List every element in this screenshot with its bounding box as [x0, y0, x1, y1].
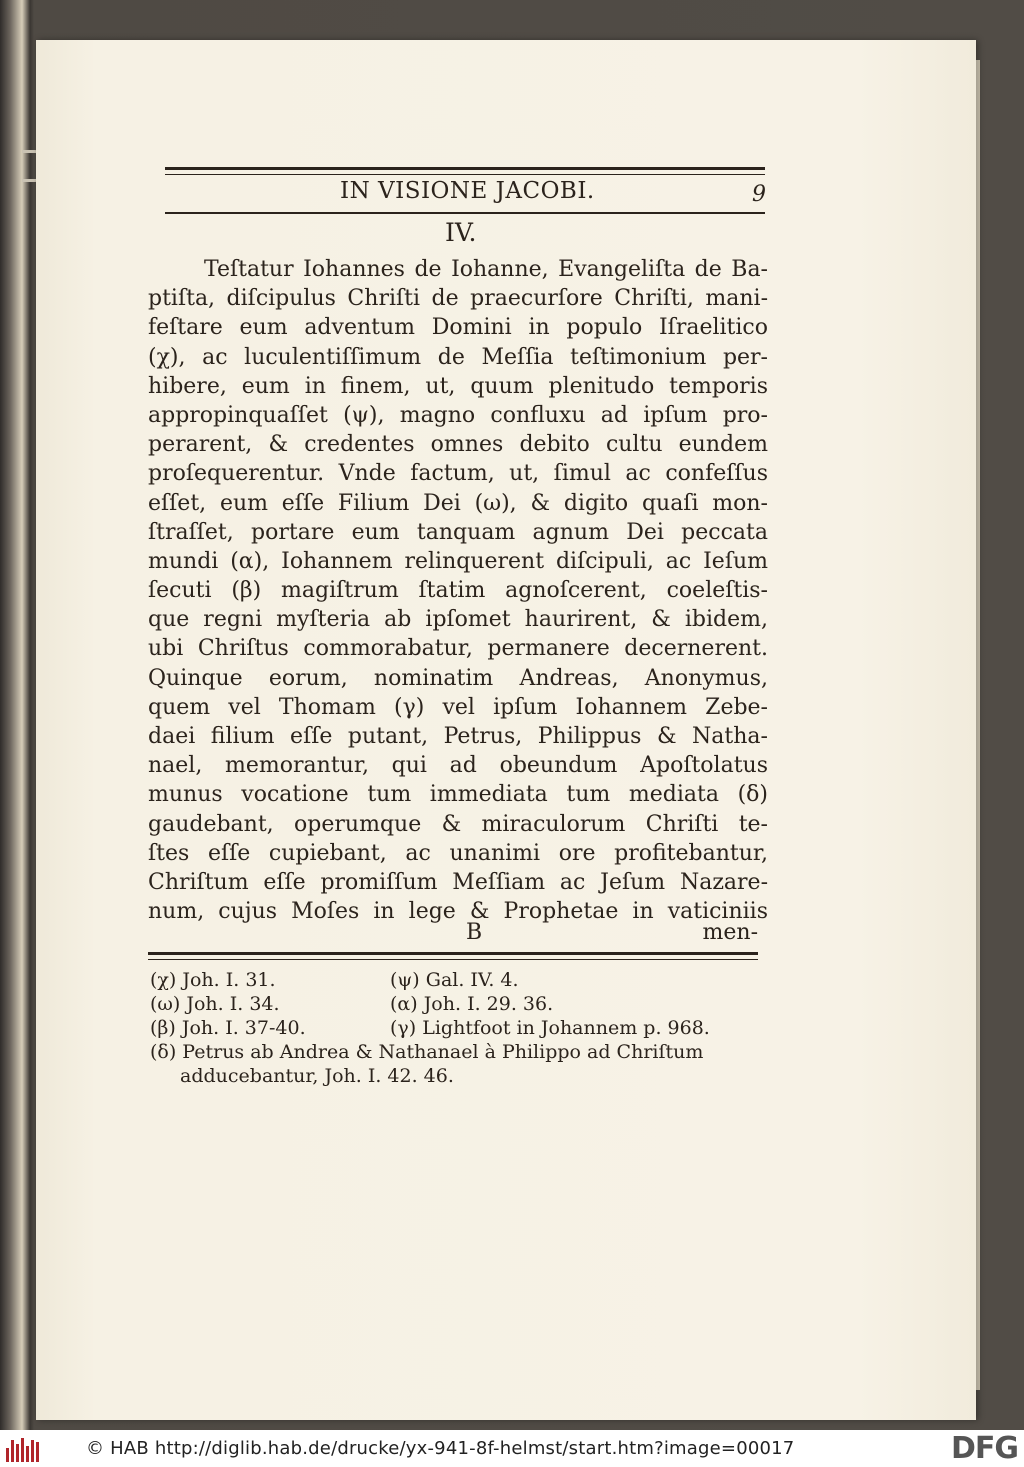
- footnote-rule-thin: [148, 959, 758, 960]
- body-line: ſecuti (β) magiſtrum ſtatim agnoſcerent, coeleſtis-: [148, 578, 768, 604]
- footnote-psi: (ψ) Gal. IV. 4.: [390, 969, 519, 991]
- signature-mark: B: [466, 920, 483, 945]
- body-line: hibere, eum in finem, ut, quum plenitudo temporis: [148, 373, 768, 399]
- body-line: daei filium eſſe putant, Petrus, Philippus & Natha-: [148, 724, 768, 749]
- footnote-delta-continued: adducebantur, Joh. I. 42. 46.: [180, 1065, 454, 1087]
- body-text: [148, 255, 768, 926]
- footnote-alpha: (α) Joh. I. 29. 36.: [390, 993, 554, 1015]
- header-rule-thin: [165, 174, 765, 175]
- body-line: mundi (α), Iohannem relinquerent diſcipuli, ac Ieſum: [148, 548, 768, 574]
- body-line: proſequerentur. Vnde factum, ut, ſimul ac confeſſus: [148, 461, 768, 487]
- body-line: perarent, & credentes omnes debito cultu eundem: [148, 432, 768, 458]
- body-line: (χ), ac luculentiſſimum de Meſſia teſtimonium per-: [148, 344, 768, 370]
- footnote-omega: (ω) Joh. I. 34.: [150, 993, 280, 1015]
- copyright-link[interactable]: © HAB http://diglib.hab.de/drucke/yx-941-8f-helmst/start.htm?image=00017: [86, 1438, 795, 1459]
- footnote-chi: (χ) Joh. I. 31.: [150, 969, 276, 991]
- body-line: gaudebant, operumque & miraculorum Chriſti te-: [148, 811, 768, 837]
- body-line: ptiſta, diſcipulus Chriſti de praecurſore Chriſti, mani-: [148, 286, 768, 312]
- body-line: nael, memorantur, qui ad obeundum Apoſtolatus: [148, 753, 768, 779]
- body-line: Teſtatur Iohannes de Iohanne, Evangeliſta de Ba-: [204, 257, 768, 282]
- footnote-beta: (β) Joh. I. 37-40.: [150, 1017, 306, 1039]
- body-line: ſtes eſſe cupiebant, ac unanimi ore profitebantur,: [148, 840, 768, 866]
- header-rule-bottom: [165, 212, 765, 214]
- viewer-footer: [0, 1430, 1024, 1467]
- body-line: que regni myſteria ab ipſomet haurirent, & ibidem,: [148, 607, 768, 633]
- footnote-rule-thick: [148, 952, 758, 955]
- body-line: Quinque eorum, nominatim Andreas, Anonymus,: [148, 665, 768, 691]
- footnote-row: [150, 1016, 770, 1040]
- footnote-delta: (δ) Petrus ab Andrea & Nathanael à Philippo ad Chriſtum: [150, 1041, 704, 1063]
- body-line: eſſet, eum eſſe Filium Dei (ω), & digito quaſi mon-: [148, 490, 768, 516]
- footnote-row: [150, 968, 770, 992]
- footnote-row: [150, 992, 770, 1016]
- body-line: feſtare eum adventum Domini in populo Iſraelitico: [148, 315, 768, 341]
- body-line: quem vel Thomam (γ) vel ipſum Iohannem Zebe-: [148, 694, 768, 720]
- dfg-logo: DFG: [950, 1431, 1018, 1466]
- hab-logo-icon: [6, 1436, 46, 1462]
- catchword: men-: [702, 920, 758, 945]
- body-line: ſtraſſet, portare eum tanquam agnum Dei peccata: [148, 519, 768, 545]
- body-line: munus vocatione tum immediata tum mediata (δ): [148, 782, 768, 808]
- catchword-row: [148, 920, 768, 950]
- section-number: IV.: [445, 218, 477, 247]
- header-rule-thick: [165, 167, 765, 170]
- body-line: Chriſtum eſſe promiſſum Meſſiam ac Jeſum Nazare-: [148, 869, 768, 895]
- page-number: 9: [752, 182, 766, 207]
- running-title: IN VISIONE JACOBI.: [340, 178, 595, 204]
- footnote-gamma: (γ) Lightfoot in Johannem p. 968.: [390, 1017, 710, 1039]
- footnotes: [150, 968, 770, 1088]
- body-line: appropinquaſſet (ψ), magno confluxu ad ipſum pro-: [148, 402, 768, 428]
- body-line: num, cujus Moſes in lege & Prophetae in vaticiniis: [148, 899, 768, 925]
- body-line: ubi Chriſtus commorabatur, permanere decernerent.: [148, 636, 768, 662]
